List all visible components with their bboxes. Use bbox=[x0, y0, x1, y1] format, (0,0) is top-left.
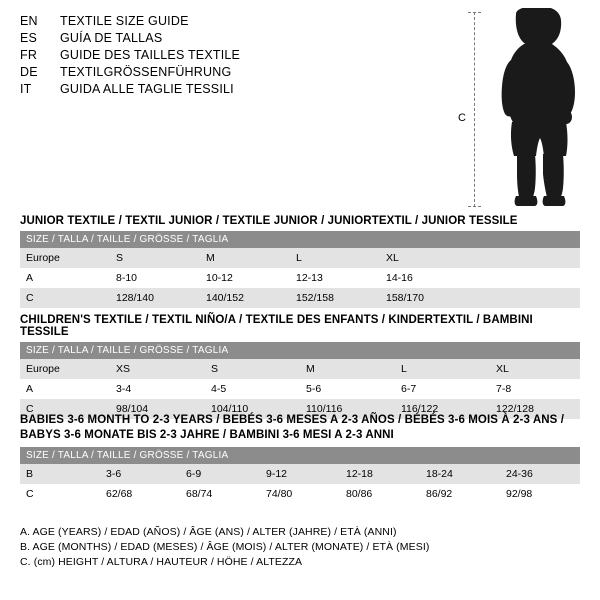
cell: 140/152 bbox=[200, 288, 290, 308]
table-header-label: SIZE / TALLA / TAILLE / GRÖSSE / TAGLIA bbox=[20, 447, 580, 464]
cell: 6-7 bbox=[395, 379, 490, 399]
header-row bbox=[20, 48, 440, 62]
table-row bbox=[20, 379, 580, 399]
cell: 116/122 bbox=[395, 399, 490, 419]
cell: 24-36 bbox=[500, 464, 580, 484]
toddler-silhouette-icon bbox=[486, 8, 590, 208]
size-table-children bbox=[20, 342, 580, 419]
row-label: Europe bbox=[20, 248, 110, 268]
table-header-row bbox=[20, 447, 580, 464]
cell: 122/128 bbox=[490, 399, 580, 419]
section-title: BABIES 3-6 MONTH TO 2-3 YEARS / BEBÉS 3-6 MESES A 2-3 AÑOS / BÉBÉS 3-6 MOIS À 2-3 ANS / BABYS 3-6 MONATE BIS 2-3 JAHRE / BAMBINI 3-6 MESI A 2-3 ANNI bbox=[20, 414, 564, 441]
cell: 18-24 bbox=[420, 464, 500, 484]
table-header-label: SIZE / TALLA / TAILLE / GRÖSSE / TAGLIA bbox=[20, 231, 580, 248]
guide-title: GUÍA DE TALLAS bbox=[60, 31, 163, 45]
cell: 74/80 bbox=[260, 484, 340, 504]
measure-label-c: C bbox=[458, 112, 466, 124]
table-header-row bbox=[20, 342, 580, 359]
cell-empty bbox=[470, 248, 580, 268]
height-measure-figure bbox=[450, 8, 590, 208]
section-children bbox=[20, 314, 580, 419]
size-table-babies bbox=[20, 447, 580, 504]
cell: XL bbox=[490, 359, 580, 379]
cell: 12-13 bbox=[290, 268, 380, 288]
table-row bbox=[20, 484, 580, 504]
cell: S bbox=[205, 359, 300, 379]
legend-line-b: B. AGE (MONTHS) / EDAD (MESES) / ÂGE (MOIS) / ALTER (MONATE) / ETÀ (MESI) bbox=[20, 541, 430, 553]
row-label: C bbox=[20, 484, 100, 504]
cell: M bbox=[200, 248, 290, 268]
table-header-label: SIZE / TALLA / TAILLE / GRÖSSE / TAGLIA bbox=[20, 342, 580, 359]
section-title: JUNIOR TEXTILE / TEXTIL JUNIOR / TEXTILE JUNIOR / JUNIORTEXTIL / JUNIOR TESSILE bbox=[20, 215, 518, 227]
cell: 104/110 bbox=[205, 399, 300, 419]
header-row bbox=[20, 82, 440, 96]
table-row bbox=[20, 359, 580, 379]
cell: S bbox=[110, 248, 200, 268]
language-code: DE bbox=[20, 65, 38, 79]
cell: 92/98 bbox=[500, 484, 580, 504]
table-row bbox=[20, 268, 580, 288]
cell: 10-12 bbox=[200, 268, 290, 288]
section-title: CHILDREN'S TEXTILE / TEXTIL NIÑO/A / TEXTILE DES ENFANTS / KINDERTEXTIL / BAMBINI TESSILE bbox=[20, 314, 533, 338]
table-header-row bbox=[20, 231, 580, 248]
cell: L bbox=[290, 248, 380, 268]
table-row bbox=[20, 464, 580, 484]
cell: 8-10 bbox=[110, 268, 200, 288]
cell: XS bbox=[110, 359, 205, 379]
header-row bbox=[20, 14, 440, 28]
cell: 98/104 bbox=[110, 399, 205, 419]
language-code: IT bbox=[20, 82, 32, 96]
cell: 7-8 bbox=[490, 379, 580, 399]
cell: L bbox=[395, 359, 490, 379]
row-label: A bbox=[20, 379, 110, 399]
table-row bbox=[20, 248, 580, 268]
language-code: ES bbox=[20, 31, 38, 45]
language-code: FR bbox=[20, 48, 38, 62]
cell: XL bbox=[380, 248, 470, 268]
row-label: C bbox=[20, 288, 110, 308]
cell: 14-16 bbox=[380, 268, 470, 288]
cell: 9-12 bbox=[260, 464, 340, 484]
guide-title: TEXTILE SIZE GUIDE bbox=[60, 14, 189, 28]
row-label: A bbox=[20, 268, 110, 288]
cell: 152/158 bbox=[290, 288, 380, 308]
section-junior bbox=[20, 215, 580, 308]
size-table-junior bbox=[20, 231, 580, 308]
cell: 12-18 bbox=[340, 464, 420, 484]
cell-empty bbox=[470, 288, 580, 308]
measure-line bbox=[474, 12, 475, 207]
legend-line-a: A. AGE (YEARS) / EDAD (AÑOS) / ÂGE (ANS) / ALTER (JAHRE) / ETÀ (ANNI) bbox=[20, 526, 397, 538]
cell: 128/140 bbox=[110, 288, 200, 308]
cell: 4-5 bbox=[205, 379, 300, 399]
cell: 6-9 bbox=[180, 464, 260, 484]
measure-tick-top bbox=[468, 12, 481, 13]
cell: 158/170 bbox=[380, 288, 470, 308]
guide-title: GUIDE DES TAILLES TEXTILE bbox=[60, 48, 241, 62]
header-row bbox=[20, 65, 440, 79]
legend-line-c: C. (cm) HEIGHT / ALTURA / HAUTEUR / HÖHE / ALTEZZA bbox=[20, 556, 303, 568]
cell: 3-6 bbox=[100, 464, 180, 484]
cell-empty bbox=[470, 268, 580, 288]
cell: 110/116 bbox=[300, 399, 395, 419]
cell: 68/74 bbox=[180, 484, 260, 504]
header bbox=[20, 14, 440, 99]
cell: 80/86 bbox=[340, 484, 420, 504]
guide-title: TEXTILGRÖSSENFÜHRUNG bbox=[60, 65, 232, 79]
header-row bbox=[20, 31, 440, 45]
row-label: C bbox=[20, 399, 110, 419]
row-label: B bbox=[20, 464, 100, 484]
cell: 62/68 bbox=[100, 484, 180, 504]
cell: 3-4 bbox=[110, 379, 205, 399]
legend bbox=[20, 525, 580, 570]
measure-tick-bottom bbox=[468, 206, 481, 207]
guide-title: GUIDA ALLE TAGLIE TESSILI bbox=[60, 82, 234, 96]
cell: 5-6 bbox=[300, 379, 395, 399]
cell: M bbox=[300, 359, 395, 379]
table-row bbox=[20, 288, 580, 308]
section-babies bbox=[20, 413, 580, 504]
cell: 86/92 bbox=[420, 484, 500, 504]
row-label: Europe bbox=[20, 359, 110, 379]
language-code: EN bbox=[20, 14, 38, 28]
